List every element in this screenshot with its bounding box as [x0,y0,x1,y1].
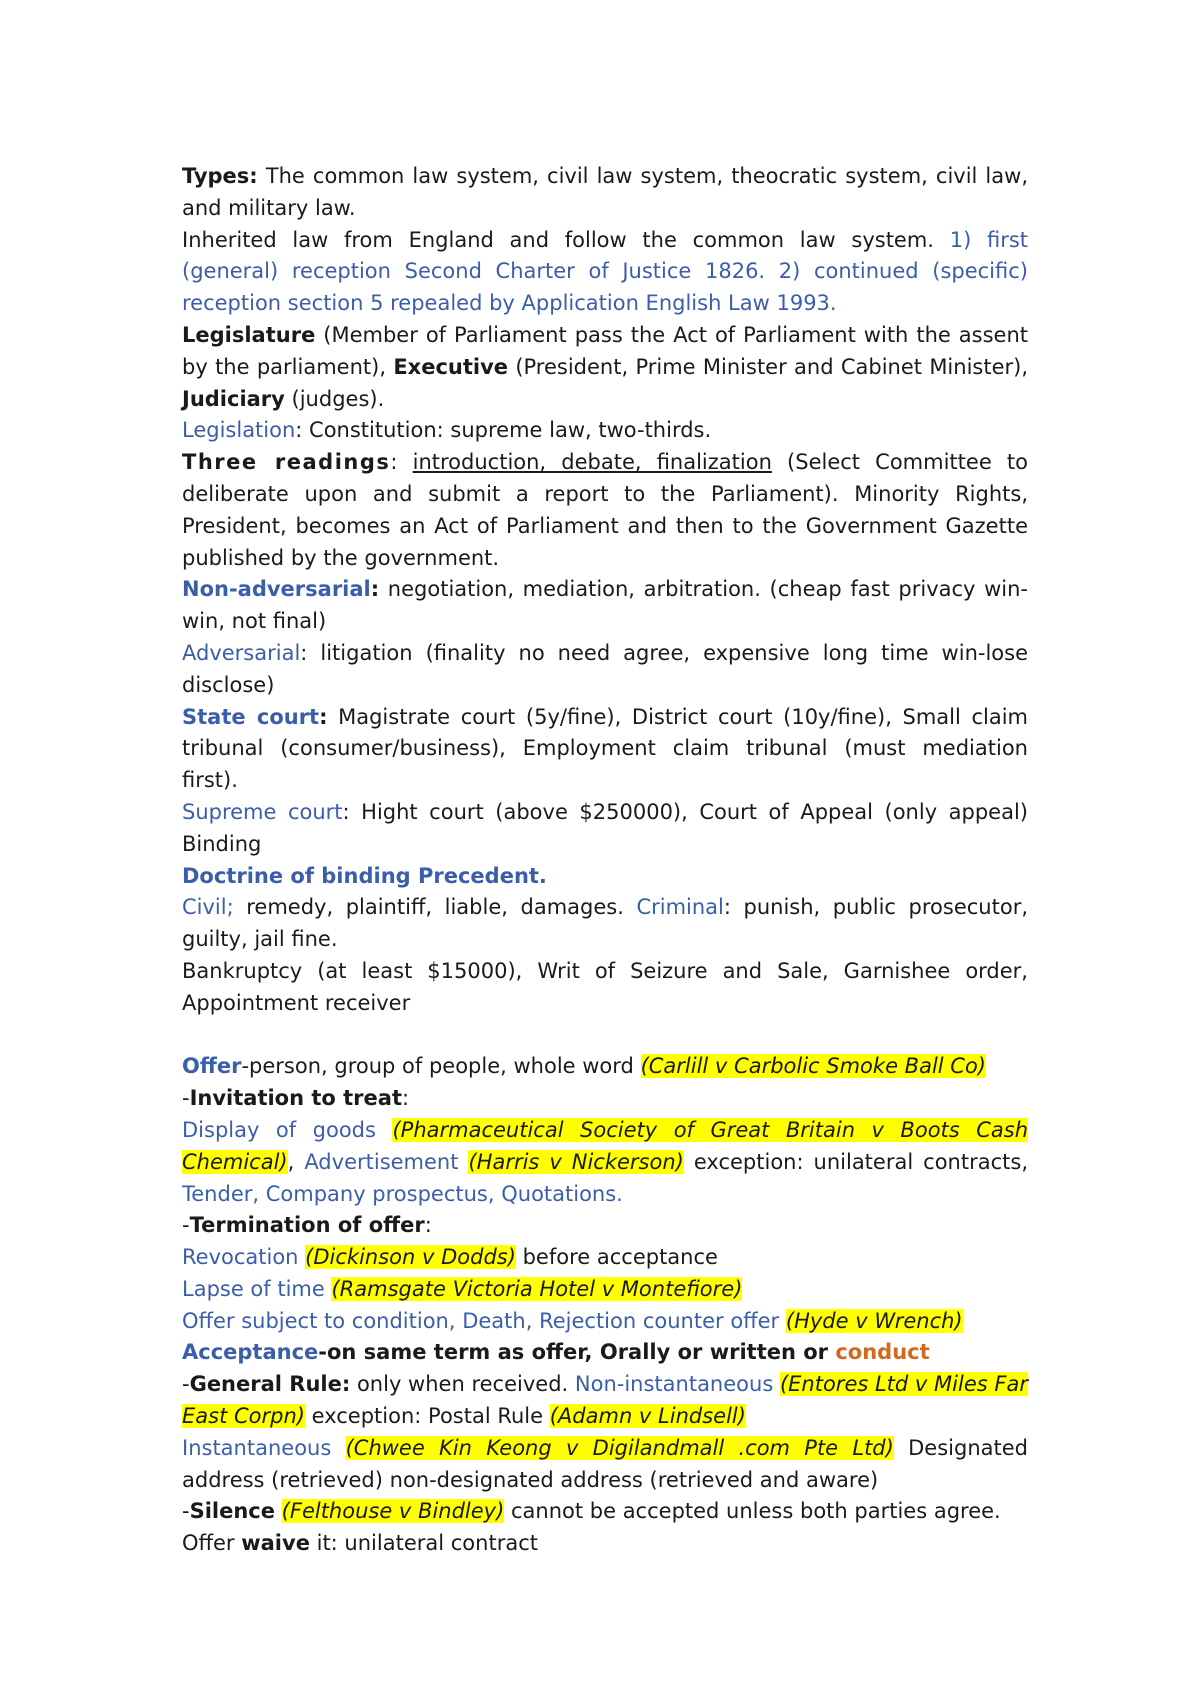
bold-term: Criminal [636,895,724,920]
text-run: : Constitution: supreme law, two-thirds. [295,418,712,443]
case-citation: (Ramsgate Victoria Hotel v Montefiore) [331,1276,743,1301]
text-run: The common law system, civil law system, theocratic system, civil law, and military law. [182,164,1028,220]
bold-term: -on same term as offer, Orally or written or [318,1340,836,1365]
text-run: : punish, public prosecutor, guilty, jail fine. [182,895,1028,952]
text-run: cannot be accepted unless both parties agree. [504,1499,1001,1524]
text-run: negotiation, mediation, arbitration. (cheap fast privacy win-win, not final) [182,577,1028,634]
text-run: : litigation (finality no need agree, expensive long time win-lose disclose) [182,640,1028,697]
bold-term: State court [182,704,320,729]
text-run: -person, group of people, whole word [241,1054,641,1079]
bold-term: Non-adversarial [182,577,371,602]
bold-term: conduct [835,1340,930,1365]
text-run: : [390,450,413,475]
text-run: before acceptance [515,1245,718,1270]
text-run [458,1150,468,1174]
paragraph [182,1306,1028,1338]
text-run: Magistrate court (5y/fine), District court (10y/fine), Small claim tribunal (consumer/business), Employment claim tribunal (must mediation first). [182,704,1028,793]
bold-term: 1) first (general) reception Second Charter of Justice 1826. 2) continued (specific) reception section 5 repealed by Application English Law 1993. [182,227,1029,316]
bold-term: Instantaneous [182,1435,332,1460]
text-run: - [182,1213,190,1238]
text-run: (judges). [284,386,385,411]
bold-term: Legislature [182,322,316,347]
case-citation: (Adamn v Lindsell) [549,1404,746,1429]
bold-term: Revocation [182,1245,299,1270]
bold-term: Offer [182,1054,242,1079]
bold-term: Lapse of time [182,1276,325,1301]
bold-term: Civil; [182,895,234,920]
text-run: remedy, plaintiff, liable, damages. [233,895,637,920]
paragraph [182,861,1028,893]
text-run [773,1372,780,1396]
paragraph [182,574,1028,638]
bold-term: Three readings [182,450,391,475]
paragraph [182,415,1028,447]
bold-term: Legislation [182,418,296,443]
paragraph [182,225,1028,320]
case-citation: (Felthouse v Bindley) [281,1499,505,1524]
text-run: Bankruptcy (at least $15000), Writ of Seizure and Sale, Garnishee order, Appointment receiver [182,958,1028,1015]
bold-term: waive [241,1531,310,1556]
text-run [331,1436,345,1460]
paragraph [182,1210,1028,1242]
text-run: (President, Prime Minister and Cabinet Minister), [508,354,1029,379]
bold-term: Types: [182,164,258,188]
paragraph [182,320,1028,415]
paragraph [182,161,1028,225]
paragraph [182,447,1028,574]
paragraph [182,892,1028,956]
text-run: only when received. [350,1372,575,1397]
text-run [275,1499,282,1523]
text-run: : [424,1213,432,1238]
paragraph [182,1051,1028,1083]
bold-term: General Rule: [189,1372,351,1397]
bold-term: Judiciary [182,386,285,411]
blank-line [182,1020,1028,1052]
paragraph [182,1433,1028,1497]
notes-body [182,161,1028,1560]
bold-term: Adversarial [182,640,301,665]
text-run: it: unilateral contract [309,1531,538,1556]
bold-term: Offer subject to condition, Death, Rejection counter offer [182,1308,780,1333]
text-run: Inherited law from England and follow the common law system. [182,227,950,252]
case-citation: (Dickinson v Dodds) [305,1245,516,1270]
bold-term: Silence [189,1499,275,1524]
case-citation: (Entores Ltd v Miles Far East Corpn) [182,1372,1028,1429]
text-run: : Hight court (above $250000), Court of Appeal (only appeal) Binding [182,799,1028,856]
text-run: (Member of Parliament pass the Act of Parliament with the assent by the parliament), [182,322,1028,379]
bold-term: Executive [393,354,509,379]
paragraph [182,1369,1028,1433]
bold-term: Acceptance [182,1340,319,1365]
bold-term: Advertisement [304,1149,459,1174]
text-run: exception: unilateral contracts, [683,1149,1028,1174]
case-citation: (Chwee Kin Keong v Digilandmall .com Pte Ltd) [345,1435,894,1460]
paragraph [182,1083,1028,1115]
paragraph [182,1337,1028,1369]
text-run: exception: Postal Rule [304,1404,550,1429]
text-run [376,1118,393,1142]
text-run: : [402,1086,410,1111]
text-run: - [182,1372,190,1397]
text-run: , [287,1149,305,1174]
text-run: - [182,1086,190,1111]
bold-term: Tender, Company prospectus, Quotations. [182,1181,623,1206]
paragraph [182,702,1028,797]
paragraph [182,1242,1028,1274]
paragraph [182,956,1028,1020]
text-run: Designated address (retrieved) non-designated address (retrieved and aware) [182,1435,1028,1492]
paragraph [182,1528,1028,1560]
text-run [779,1309,786,1333]
bold-term: Doctrine of binding Precedent. [182,863,547,888]
case-citation: (Pharmaceutical Society of Great Britain v Boots Cash Chemical) [182,1117,1028,1174]
case-citation: (Hyde v Wrench) [785,1308,963,1333]
text-run: - [182,1499,190,1524]
text-run: (Select Committee to deliberate upon and submit a report to the Parliament). Minority Rights, President, becomes an Act of Parliament and then to the Government Gazette published by the government. [182,450,1028,570]
bold-term: Termination of offer [189,1213,425,1238]
bold-term: : [319,704,328,729]
bold-term: Invitation to treat [189,1086,402,1111]
paragraph [182,1496,1028,1528]
paragraph [182,1274,1028,1306]
paragraph [182,797,1028,861]
text-run: introduction, debate, finalization [412,450,772,475]
bold-term: Supreme court [182,799,343,824]
bold-term: Non-instantaneous [574,1372,774,1397]
text-run: Offer [182,1531,242,1556]
paragraph [182,638,1028,702]
case-citation: (Carlill v Carbolic Smoke Ball Co) [640,1054,986,1079]
case-citation: (Harris v Nickerson) [468,1149,684,1174]
bold-term: Display of goods [182,1117,376,1142]
bold-term: : [370,577,380,602]
paragraph [182,1115,1028,1210]
